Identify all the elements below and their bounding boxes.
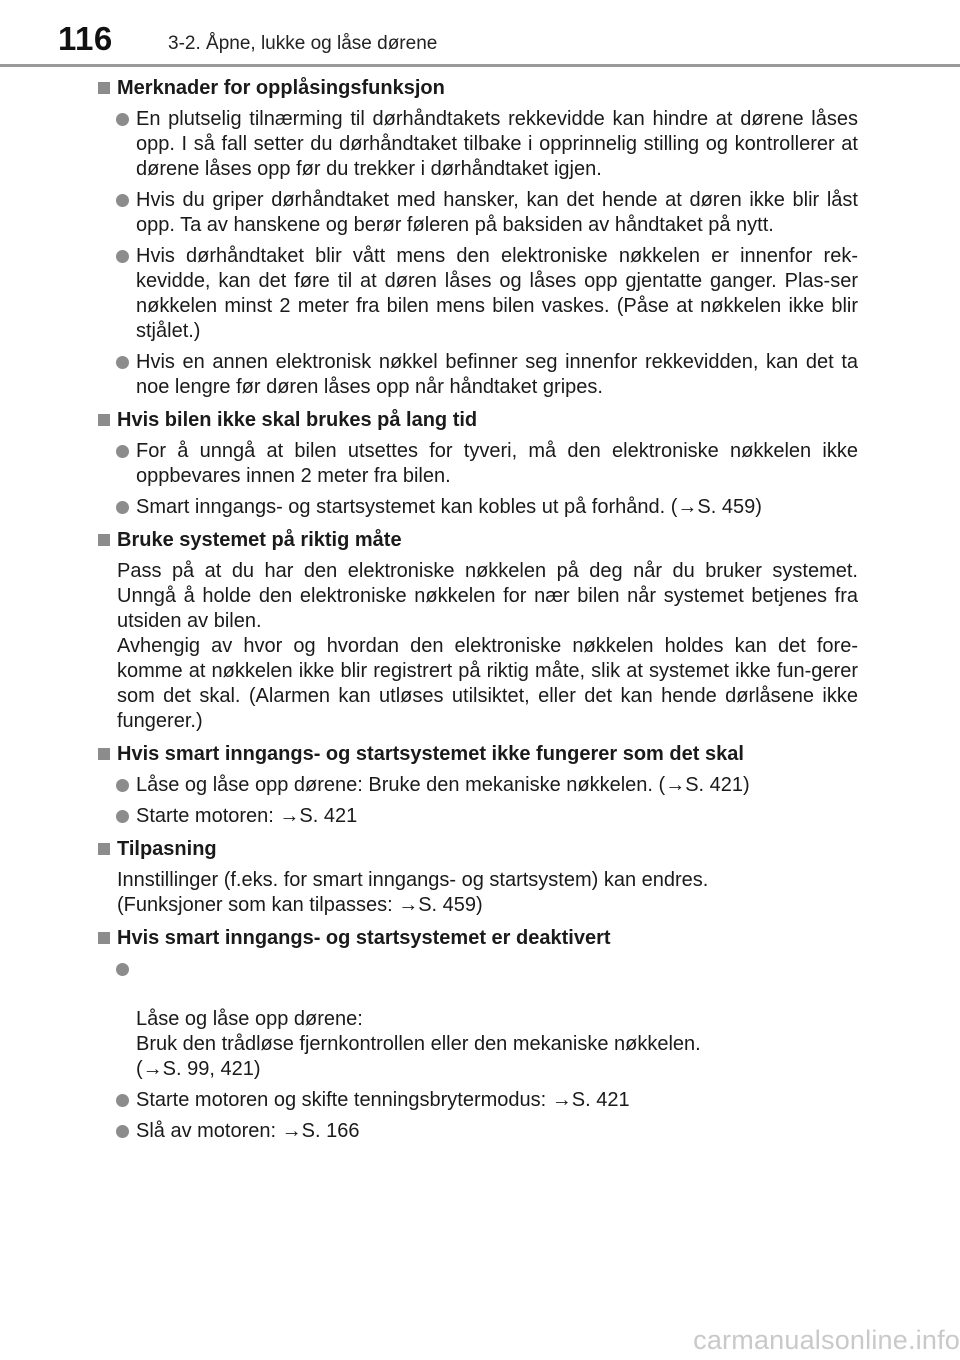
page-content — [0, 76, 960, 1152]
round-bullet-icon — [116, 113, 129, 126]
list-item — [0, 1119, 960, 1144]
section-system-malfunction — [0, 742, 960, 829]
list-item — [0, 1088, 960, 1113]
square-bullet-icon — [98, 82, 110, 94]
section-heading — [0, 76, 960, 107]
section-heading — [0, 742, 960, 773]
list-item-text: Slå av motoren: →S. 166 — [136, 1120, 360, 1142]
section-heading — [0, 528, 960, 559]
list-item-text: Starte motoren og skifte tenningsbrytermodus: →S. 421 — [136, 1089, 630, 1111]
page-header — [0, 0, 960, 68]
section-system-deactivated — [0, 926, 960, 1144]
heading-text: Merknader for opplåsingsfunksjon — [117, 77, 445, 99]
list-item — [0, 350, 960, 400]
list-item-text: For å unngå at bilen utsettes for tyveri, må den elektroniske nøkkelen ikke oppbevares innen 2 meter fra bilen. — [136, 440, 858, 487]
list-item-text: Låse og låse opp dørene: Bruk den trådløse fjernkontrollen eller den mekaniske nøkkelen. (→S. 99, 421) — [136, 1008, 701, 1080]
paragraph: Innstillinger (f.eks. for smart inngangs- og startsystem) kan endres. (Funksjoner som kan tilpasses: →S. 459) — [117, 869, 709, 916]
list-item — [0, 439, 960, 489]
list-item — [0, 188, 960, 238]
section-heading — [0, 408, 960, 439]
watermark: carmanualsonline.info — [693, 1325, 960, 1355]
round-bullet-icon — [116, 194, 129, 207]
page-number: 116 — [58, 20, 113, 57]
heading-text: Bruke systemet på riktig måte — [117, 529, 402, 551]
round-bullet-icon — [116, 501, 129, 514]
list-item-text: Hvis dørhåndtaket blir vått mens den elektroniske nøkkelen er innenfor rek-kevidde, kan det føre til at døren låses og låses opp gjentatte ganger. Plas-ser nøkkelen minst 2 meter fra bilen mens bilen vaskes. (Påse at nøkkelen ikke blir stjålet.) — [136, 245, 858, 342]
paragraph: Avhengig av hvor og hvordan den elektroniske nøkkelen holdes kan det fore-komme at nøkkelen ikke blir registrert på riktig måte, slik at systemet ikke fun-gerer som det skal. (Alarmen kan utløses utilsiktet, eller det kan hende dørlåsene ikke fungerer.) — [117, 635, 858, 732]
square-bullet-icon — [98, 932, 110, 944]
heading-text: Hvis bilen ikke skal brukes på lang tid — [117, 409, 478, 431]
header-rule — [0, 64, 960, 67]
list-item-text: Smart inngangs- og startsystemet kan kobles ut på forhånd. (→S. 459) — [136, 496, 762, 518]
list-item — [0, 244, 960, 344]
section-customization — [0, 837, 960, 918]
square-bullet-icon — [98, 534, 110, 546]
list-item — [0, 107, 960, 182]
section-heading — [0, 926, 960, 957]
square-bullet-icon — [98, 414, 110, 426]
square-bullet-icon — [98, 843, 110, 855]
list-item-text: Låse og låse opp dørene: Bruke den mekaniske nøkkelen. (→S. 421) — [136, 774, 750, 796]
list-item — [0, 773, 960, 798]
list-item — [0, 804, 960, 829]
round-bullet-icon — [116, 1125, 129, 1138]
heading-text: Hvis smart inngangs- og startsystemet er deaktivert — [117, 927, 611, 949]
section-heading — [0, 837, 960, 868]
round-bullet-icon — [116, 963, 129, 976]
chapter-title: 3-2. Åpne, lukke og låse dørene — [168, 33, 438, 54]
section-unlock-notes — [0, 76, 960, 400]
round-bullet-icon — [116, 1094, 129, 1107]
heading-text: Hvis smart inngangs- og startsystemet ikke fungerer som det skal — [117, 743, 744, 765]
round-bullet-icon — [116, 356, 129, 369]
round-bullet-icon — [116, 810, 129, 823]
round-bullet-icon — [116, 779, 129, 792]
list-item-text: Hvis en annen elektronisk nøkkel befinner seg innenfor rekkevidden, kan det ta noe lengre før døren låses opp når håndtaket gripes. — [136, 351, 858, 398]
list-item — [0, 495, 960, 520]
list-item-text: En plutselig tilnærming til dørhåndtakets rekkevidde kan hindre at dørene låses opp. I så fall setter du dørhåndtaket tilbake i opprinnelig stilling og kontrollerer at dørene låses opp før du trekker i dørhåndtaket igjen. — [136, 108, 858, 180]
round-bullet-icon — [116, 445, 129, 458]
square-bullet-icon — [98, 748, 110, 760]
section-correct-use — [0, 528, 960, 734]
heading-text: Tilpasning — [117, 838, 217, 860]
list-item-text: Starte motoren: →S. 421 — [136, 805, 358, 827]
list-item — [0, 957, 960, 1082]
paragraph: Pass på at du har den elektroniske nøkkelen på deg når du bruker systemet. Unngå å holde den elektroniske nøkkelen for nær bilen når systemet betjenes fra utsiden av bilen. — [117, 560, 858, 632]
list-item-text: Hvis du griper dørhåndtaket med hansker, kan det hende at døren ikke blir låst opp. Ta av hanskene og berør føleren på baksiden av håndtaket på nytt. — [136, 189, 858, 236]
round-bullet-icon — [116, 250, 129, 263]
section-long-storage — [0, 408, 960, 520]
